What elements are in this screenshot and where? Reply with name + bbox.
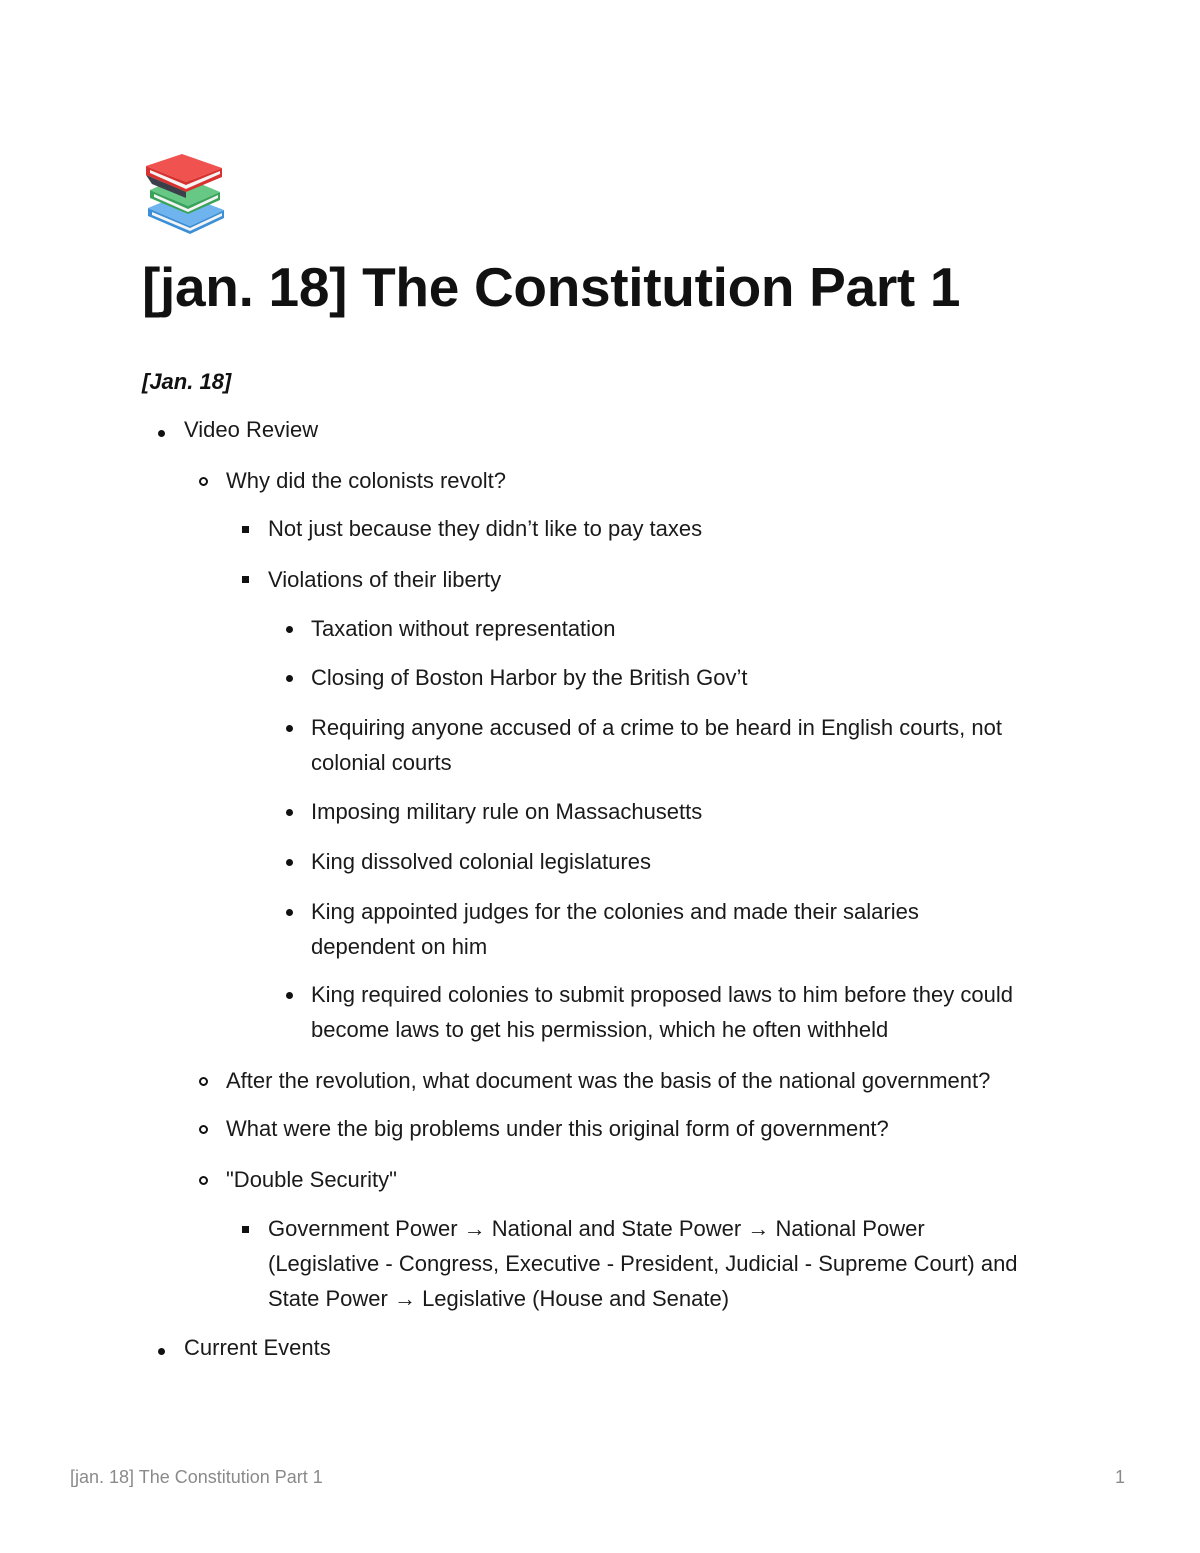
bullet-disc xyxy=(158,1348,165,1355)
bullet-dot xyxy=(286,809,293,816)
bullet-circle xyxy=(199,477,208,486)
bullet-circle xyxy=(199,1077,208,1086)
list-item: Current Events xyxy=(184,1335,331,1360)
bullet-dot xyxy=(286,626,293,633)
bullet-dot xyxy=(286,725,293,732)
list-item: Closing of Boston Harbor by the British Gov’t xyxy=(311,665,748,690)
footer-page-number: 1 xyxy=(1115,1467,1126,1487)
page-title: [jan. 18] The Constitution Part 1 xyxy=(142,256,961,318)
list-item: King appointed judges for the colonies and made their salaries dependent on him xyxy=(311,899,919,959)
bullet-square xyxy=(242,576,249,583)
list-item: Government Power → National and State Power → National Power (Legislative - Congress, Executive - President, Judicial - Supreme Court) and State Power → Legislative (House and Senate) xyxy=(268,1216,1018,1311)
date-heading: [Jan. 18] xyxy=(142,369,232,394)
list-item: Requiring anyone accused of a crime to be heard in English courts, not colonial courts xyxy=(311,715,1002,775)
bullet-dot xyxy=(286,992,293,999)
books-icon xyxy=(142,152,230,236)
footer-title: [jan. 18] The Constitution Part 1 xyxy=(70,1467,323,1487)
bullet-disc xyxy=(158,430,165,437)
bullet-square xyxy=(242,526,249,533)
list-item: Taxation without representation xyxy=(311,616,616,641)
list-item: King dissolved colonial legislatures xyxy=(311,849,651,874)
list-item: Imposing military rule on Massachusetts xyxy=(311,799,703,824)
list-item: Video Review xyxy=(184,417,319,442)
list-item: "Double Security" xyxy=(226,1167,397,1192)
list-item: Violations of their liberty xyxy=(268,567,502,592)
list-item: Not just because they didn’t like to pay taxes xyxy=(268,516,703,541)
bullet-dot xyxy=(286,909,293,916)
list-item: King required colonies to submit proposed laws to him before they could become laws to get his permission, which he often withheld xyxy=(311,982,1013,1042)
list-item: After the revolution, what document was the basis of the national government? xyxy=(226,1068,991,1093)
list-item: What were the big problems under this original form of government? xyxy=(226,1116,889,1141)
bullet-circle xyxy=(199,1125,208,1134)
bullet-dot xyxy=(286,675,293,682)
bullet-square xyxy=(242,1226,249,1233)
bullet-dot xyxy=(286,859,293,866)
bullet-circle xyxy=(199,1176,208,1185)
list-item: Why did the colonists revolt? xyxy=(226,468,507,493)
